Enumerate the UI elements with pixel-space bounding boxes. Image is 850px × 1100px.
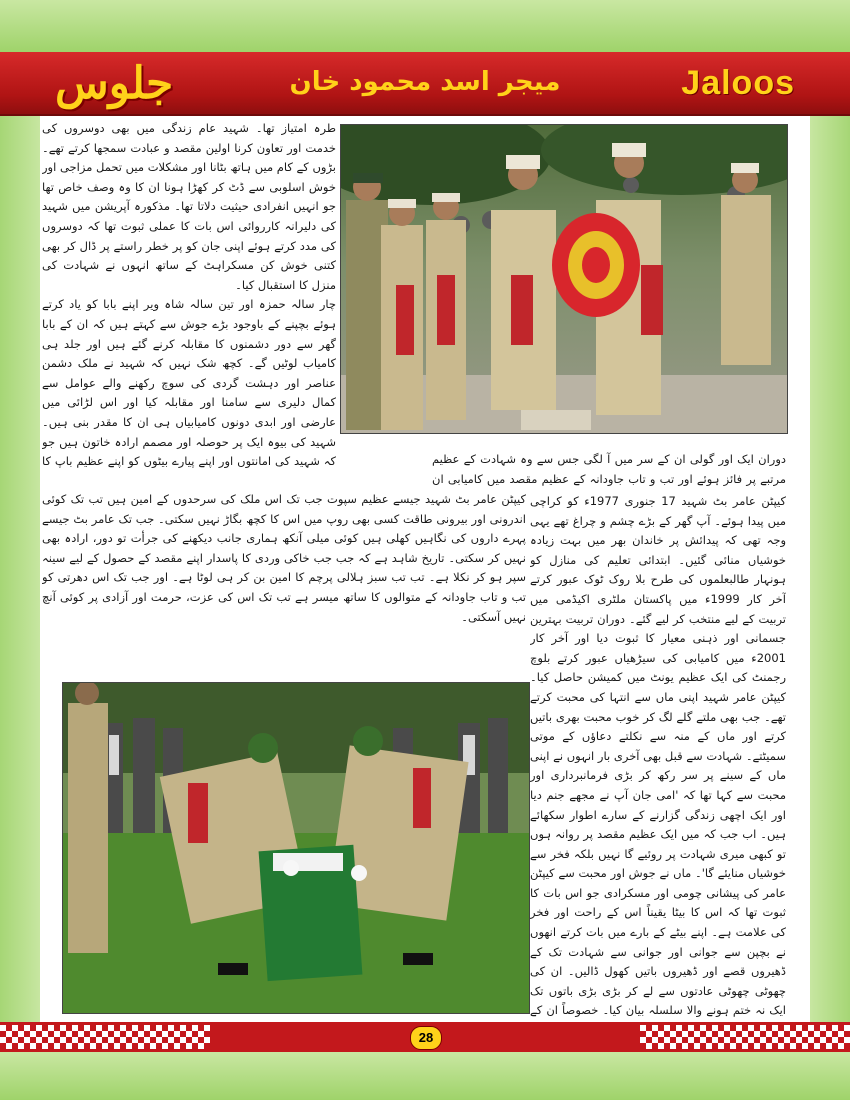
article-author: میجر اسد محمود خان — [289, 67, 561, 97]
page-frame-bottom — [0, 1052, 850, 1100]
page-frame-left — [0, 52, 40, 1052]
magazine-brand: Jaloos — [681, 64, 795, 102]
article-text-right-main — [530, 492, 786, 1020]
footer-checker-left — [0, 1025, 210, 1049]
footer-checker-right — [640, 1025, 850, 1049]
photo-wreath-ceremony — [340, 124, 788, 434]
article-paragraph: دوران ایک اور گولی ان کے سر میں آ لگی جس سے وہ شہادت کے عظیم مرتبے پر فائز ہوئے اور تب و تاب جاودانہ کے عظیم مقصد میں کامیابی ان — [432, 452, 786, 486]
photo-coffin-ceremony-image — [63, 683, 529, 1013]
magazine-logo-urdu: جلوس — [55, 58, 174, 109]
article-paragraph: طرہ امتیاز تھا۔ شہید عام زندگی میں بھی دوسروں کی خدمت اور تعاون کرنا اولین مقصد و عبادت سمجھا کرتے تھے۔ بڑوں کے کام میں ہاتھ بٹانا اور مشکلات میں تحمل مزاجی اور خوش اسلوبی سے ڈٹ کر کھڑا ہونا ان کا وہ وصف خاص تھا جو انہیں انفرادی حیثیت دلاتا تھا۔ مذکورہ آپریشن میں شہید کی دلیرانہ کارروائی اس بات کا عملی ثبوت تھا کہ دوسروں کی مدد کرتے ہوئے اپنی جان کو پر خطر راستے پر ڈال کر بھی کتنی خوش کن مسکراہٹ کے ساتھ انہوں نے شہادت کی منزل کا استقبال کیا۔ — [42, 121, 336, 292]
page-frame-top — [0, 0, 850, 52]
page-number: 28 — [410, 1026, 442, 1050]
article-text-right-top — [432, 450, 786, 490]
article-text-mid-left — [42, 490, 526, 680]
article-text-top-left — [42, 119, 336, 469]
photo-coffin-ceremony — [62, 682, 530, 1014]
article-paragraph: کیپٹن عامر بٹ شہید 17 جنوری 1977ء کو کراچی میں پیدا ہوئے۔ آپ گھر کے بڑے چشم و چراغ تھے یہی وجہ تھی کہ پیدائش پر خاندان بھر میں بہت زیادہ خوشیاں منائی گئیں۔ ابتدائی تعلیم کی منازل کو ہونہار طالبعلموں کی طرح بلا روک ٹوک عبور کرتے آخر کار 1999ء میں پاکستان ملٹری اکیڈمی میں تربیت کے لیے منتخب کر لیے گئے۔ دوران تربیت بہترین جسمانی اور ذہنی معیار کا ثبوت دیا اور آخر کار 2001ء میں کامیابی کی سیڑھیاں عبور کرتے بلوچ رجمنٹ کی ایک عظیم یونٹ میں کمیشن حاصل کیا۔ کیپٹن عامر شہید اپنی ماں سے انتہا کی محبت کرتے تھے۔ جب بھی ملتے گلے لگ کر خوب محبت بھری باتیں کرتے اور ماں کے منہ سے نکلتے دعاؤں کے موتی سمیٹتے۔ شہادت سے قبل بھی آخری بار انہوں نے اپنی ماں کے سینے پر سر رکھ کر بڑی فرمانبرداری اور محبت سے کہا تھا کہ 'امی جان آپ نے مجھے جنم دیا اور ایک اچھی زندگی گزارنے کے سارے اطوار سکھائے ہیں۔ اب جب کہ میں ایک عظیم مقصد پر روانہ ہوں تو کبھی میری شہادت پر روئیے گا نہیں بلکہ فخر سے خوشیاں منایئے گا'۔ ماں نے جوش اور محبت سے کیپٹن عامر کی پیشانی چومی اور مسکرادی جو اس بات کا ثبوت تھا کہ اس کا بیٹا یقیناً اس کے راحت اور فخر کی علامت ہے۔ اپنے بیٹے کے بارے میں بات کرتے انھوں نے بچپن سے جوانی اور جوانی سے شہادت تک کے ڈھیروں قصے اور ڈھیروں باتیں کھول ڈالیں۔ ان کی چھوٹی چھوٹی عادتوں سے لے کر بڑی بڑی باتوں تک ایک نہ ختم ہونے والا سلسلہ بیان کیا۔ خصوصاً ان کے — [530, 494, 786, 1018]
photo-wreath-ceremony-image — [341, 125, 787, 433]
article-paragraph: چار سالہ حمزہ اور تین سالہ شاہ ویر اپنے بابا کو یاد کرتے ہوئے بچپنے کے باوجود بڑے جوش سے کہتے ہیں کہ ان کے بابا گھر سے دور دشمنوں کا مقابلہ کرنے گئے ہیں اور جلد ہی کامیاب لوٹیں گے۔ کچھ شک نہیں کہ شہید نے ملک دشمن عناصر اور دہشت گردی کی سوچ رکھنے والے عوامل سے کمال دلیری سے سامنا اور مقابلہ کیا اور اس لڑائی میں عارضی اور ابدی دونوں کامیابیاں ہی ان کا مقدر بنی ہیں۔ شہید کی بیوہ ایک پر حوصلہ اور مصمم ارادہ خاتون ہیں جو کہ شہید کی امانتوں اور اپنے پیارے بیٹوں کو اپنے عظیم باپ کا — [42, 297, 336, 469]
article-paragraph: کیپٹن عامر بٹ شہید جیسے عظیم سپوت جب تک اس ملک کی سرحدوں کے امین ہیں تب تک کوئی اندرونی اور بیرونی طاقت کسی بھی روپ میں اس کا کچھ بگاڑ نہیں سکتی۔ جب تک عامر بٹ جیسے پہرے داروں کی نگاہیں کھلی ہیں کوئی میلی آنکھ ہماری جانب دیکھنے کی جرأت تو دور، ارادہ بھی نہیں کر سکتی۔ تاریخ شاہد ہے کہ جب جب خاکی وردی کا پاسدار اپنے مقصد کے حصول کے لیے سینہ سپر ہو کر نکلا ہے۔ تب تب سبز ہلالی پرچم کا امین بن کر ہی لوٹا ہے۔ اور جب تک اس دھرتی کو تب و تاب جاودانہ کے متوالوں کا ساتھ میسر ہے تب تک اس کی عزت، حرمت اور آزادی پر کوئی آنچ نہیں آسکتی۔ — [42, 492, 526, 624]
magazine-header — [0, 52, 850, 116]
page-frame-right — [810, 52, 850, 1052]
